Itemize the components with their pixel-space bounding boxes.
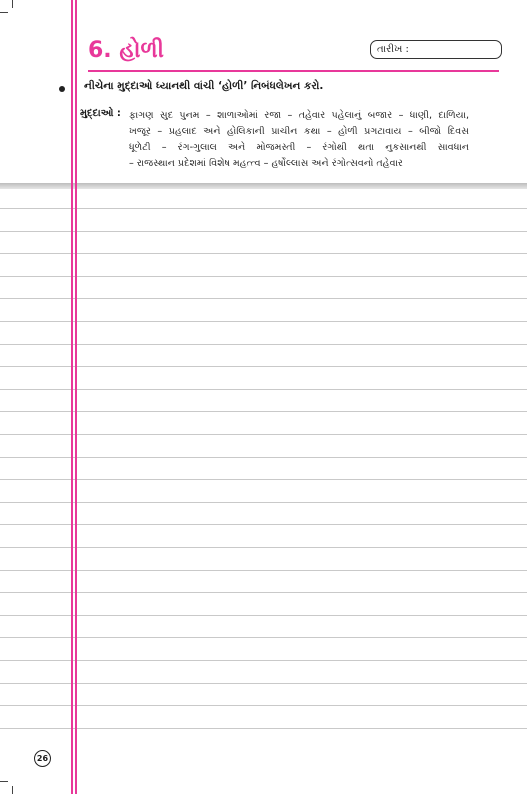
- writing-line: [0, 683, 527, 684]
- writing-line: [0, 502, 527, 503]
- writing-line: [0, 366, 527, 367]
- margin-line: [71, 0, 73, 794]
- point-line: ફાગણ સુદ પુનમ – શાળાઓમાં રજા – તહેવાર પહેલાનું બજાર – ધાણી, દાળિયા,: [129, 110, 469, 121]
- header-divider: [0, 183, 527, 189]
- bullet-icon: [59, 86, 65, 92]
- writing-line: [0, 321, 527, 322]
- title-underline: [88, 70, 499, 72]
- writing-line: [0, 411, 527, 412]
- writing-line: [0, 344, 527, 345]
- writing-line: [0, 253, 527, 254]
- page-title: 6. હોળી: [88, 38, 164, 63]
- point-line: ખજૂર – પ્રહલાદ અને હોલિકાની પ્રાચીન કથા – હોળી પ્રગટાવાય – બીજો દિવસ: [129, 126, 469, 137]
- instruction-text: નીચેના મુદ્દાઓ ધ્યાનથી વાંચી ‘હોળી’ નિબંધલેખન કરો.: [84, 80, 324, 92]
- crop-mark: [0, 781, 8, 782]
- margin-line: [75, 0, 77, 794]
- crop-mark: [12, 0, 13, 8]
- crop-mark: [0, 12, 8, 13]
- writing-line: [0, 434, 527, 435]
- writing-line: [0, 524, 527, 525]
- writing-line: [0, 570, 527, 571]
- writing-line: [0, 479, 527, 480]
- page-number: 26: [34, 750, 51, 767]
- writing-line: [0, 728, 527, 729]
- point-line: – રાજસ્થાન પ્રદેશમાં વિશેષ મહત્ત્વ – હર્ષોલ્લાસ અને રંગોત્સવનો તહેવાર: [129, 158, 403, 169]
- writing-line: [0, 457, 527, 458]
- crop-mark: [12, 786, 13, 794]
- writing-line: [0, 705, 527, 706]
- writing-line: [0, 637, 527, 638]
- points-label: મુદ્દાઓ :: [80, 108, 121, 119]
- writing-line: [0, 276, 527, 277]
- writing-line: [0, 298, 527, 299]
- writing-line: [0, 547, 527, 548]
- points-list: [129, 108, 469, 172]
- writing-line: [0, 615, 527, 616]
- writing-line: [0, 231, 527, 232]
- writing-line: [0, 389, 527, 390]
- writing-line: [0, 592, 527, 593]
- writing-line: [0, 660, 527, 661]
- point-line: ધૂળેટી – રંગ-ગુલાલ અને મોજમસ્તી – રંગોથી થતા નુકસાનથી સાવધાન: [129, 142, 469, 153]
- writing-line: [0, 208, 527, 209]
- date-field[interactable]: તારીખ :: [370, 40, 502, 59]
